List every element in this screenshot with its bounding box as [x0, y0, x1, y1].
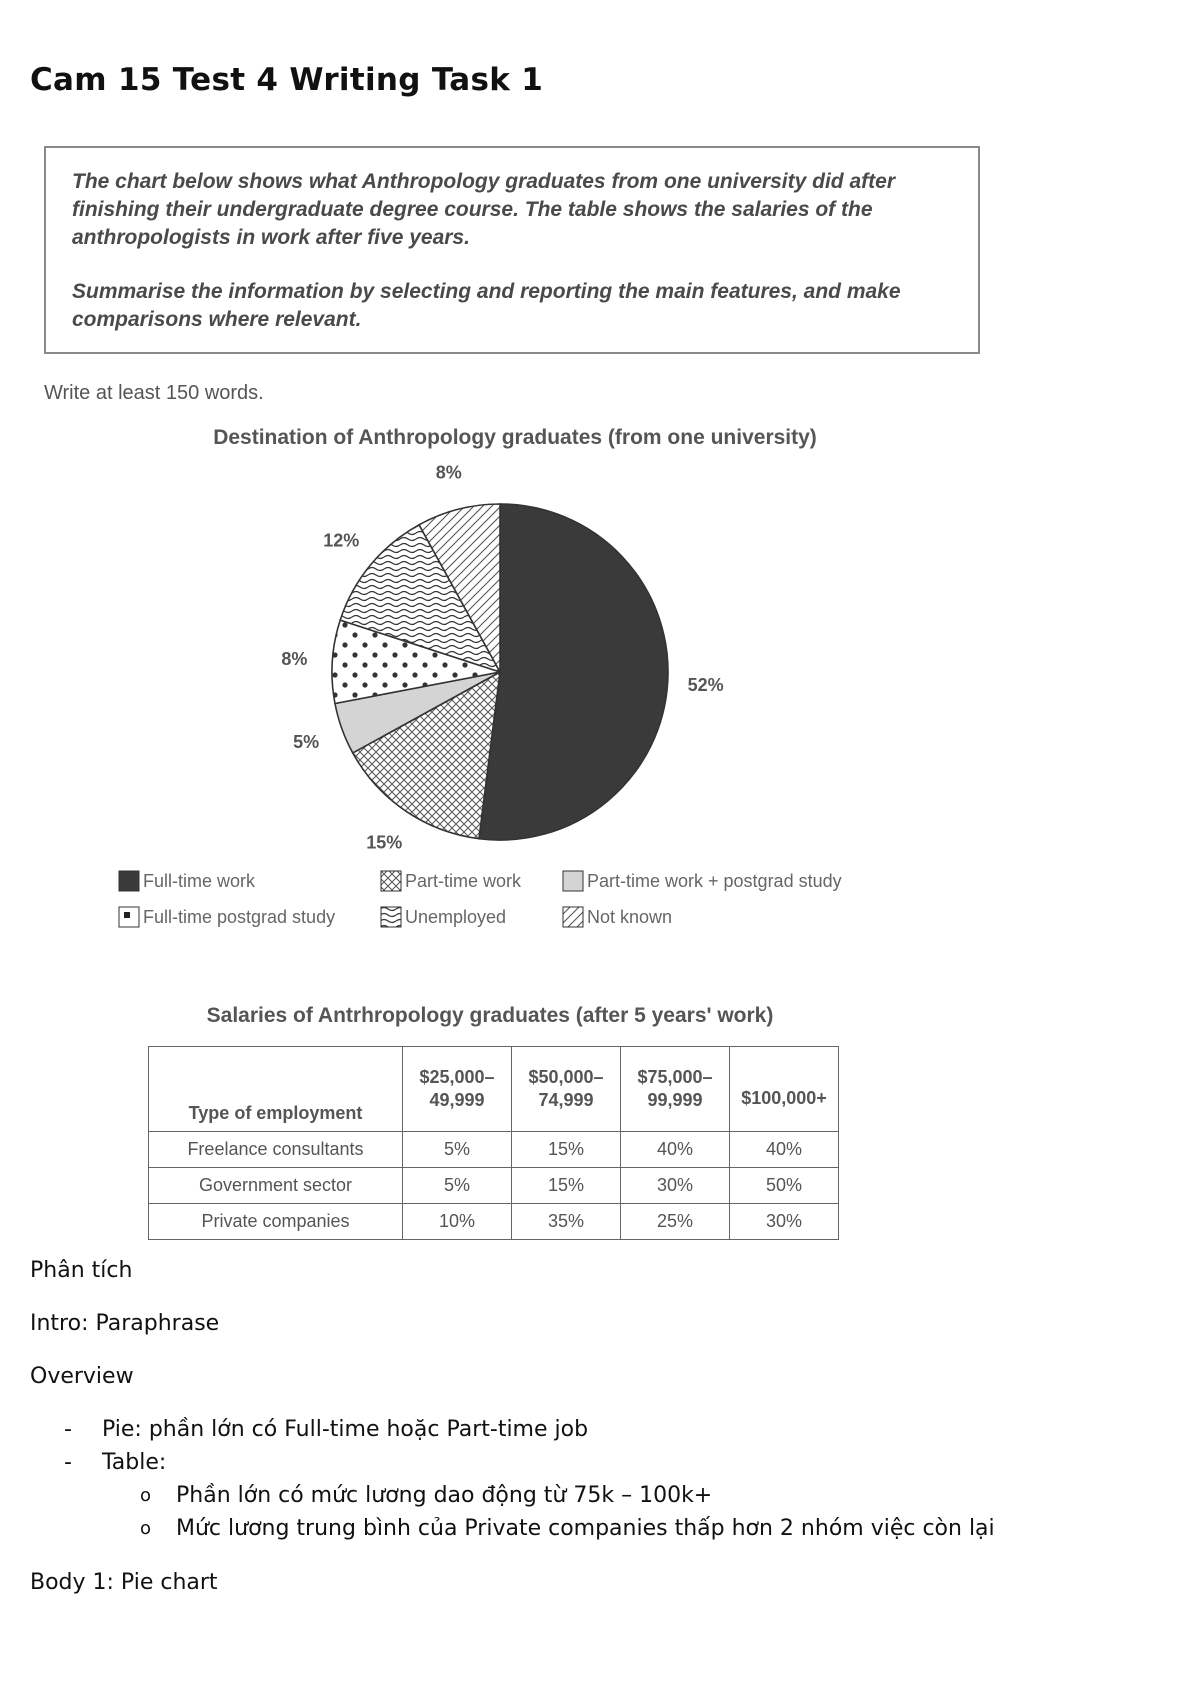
circle-bullet: o: [140, 1485, 152, 1506]
table-header-row: [149, 1047, 839, 1132]
legend-item-unemployed: [380, 906, 506, 928]
legend-label: Part-time work + postgrad study: [587, 870, 842, 891]
salary-table: [148, 1046, 839, 1240]
analysis-heading: Phân tích: [30, 1258, 133, 1283]
task-prompt-box: [44, 146, 980, 354]
header-type-of-employment: Type of employment: [149, 1047, 403, 1132]
header-salary-band: $75,000– 99,999: [621, 1047, 730, 1132]
overview-heading: Overview: [30, 1364, 134, 1389]
pie-label-unemployed: 12%: [323, 530, 360, 551]
table-title: Salaries of Antrhropology graduates (after 5 years' work): [206, 1004, 774, 1027]
pie-label-not-known: 8%: [435, 462, 462, 483]
table-cell: 50%: [730, 1168, 839, 1204]
pie-label-full-time-work: 52%: [687, 674, 724, 695]
legend-label: Not known: [587, 906, 673, 927]
table-cell: 40%: [730, 1132, 839, 1168]
body1-note: Body 1: Pie chart: [30, 1570, 218, 1595]
pie-chart-title: Destination of Anthropology graduates (from one university): [213, 426, 817, 449]
dash-bullet: -: [64, 1417, 72, 1442]
legend-item-part-time-postgrad: [562, 870, 842, 892]
intro-note: Intro: Paraphrase: [30, 1311, 220, 1336]
dash-bullet: -: [64, 1450, 72, 1475]
row-type: Private companies: [149, 1204, 403, 1240]
table-row: [149, 1204, 839, 1240]
row-type: Government sector: [149, 1168, 403, 1204]
legend-swatch-solid-dark: [118, 870, 140, 892]
bullet-text: Pie: phần lớn có Full-time hoặc Part-time job: [102, 1417, 589, 1442]
legend-swatch-wavy: [380, 906, 402, 928]
table-cell: 40%: [621, 1132, 730, 1168]
bullet-text: Table:: [102, 1450, 167, 1475]
prompt-paragraph-2: Summarise the information by selecting and reporting the main features, and make comparisons where relevant.: [72, 280, 901, 331]
table-cell: 10%: [403, 1204, 512, 1240]
circle-bullet: o: [140, 1518, 152, 1539]
table-cell: 15%: [512, 1132, 621, 1168]
word-count-instruction: Write at least 150 words.: [44, 382, 264, 404]
prompt-paragraph-1: The chart below shows what Anthropology graduates from one university did after finishing their undergraduate degree course. The table shows the salaries of the anthropologists in work after five years.: [72, 170, 895, 249]
legend-swatch-solid-light: [562, 870, 584, 892]
table-cell: 30%: [730, 1204, 839, 1240]
legend-swatch-diagonal: [562, 906, 584, 928]
legend-item-part-time-work: [380, 870, 521, 892]
sub-bullet-text: Mức lương trung bình của Private companies thấp hơn 2 nhóm việc còn lại: [176, 1516, 995, 1541]
table-cell: 15%: [512, 1168, 621, 1204]
legend-swatch-crosshatch: [380, 870, 402, 892]
legend-item-full-time-work: [118, 870, 255, 892]
legend-label: Unemployed: [405, 906, 507, 927]
header-salary-band: $100,000+: [730, 1047, 839, 1132]
table-row: [149, 1168, 839, 1204]
page-title: Cam 15 Test 4 Writing Task 1: [30, 62, 544, 98]
table-cell: 30%: [621, 1168, 730, 1204]
sub-bullet-text: Phần lớn có mức lương dao động từ 75k – 100k+: [176, 1483, 713, 1508]
legend-swatch-dots: [118, 906, 140, 928]
legend-label: Part-time work: [405, 870, 522, 891]
pie-slice-full-time-work: [479, 504, 668, 840]
pie-label-full-time-postgrad-study: 8%: [281, 649, 308, 670]
legend-item-full-time-postgrad: [118, 906, 335, 928]
legend-item-not-known: [562, 906, 672, 928]
row-type: Freelance consultants: [149, 1132, 403, 1168]
header-salary-band: $25,000– 49,999: [403, 1047, 512, 1132]
pie-chart: [0, 440, 1100, 860]
table-cell: 5%: [403, 1132, 512, 1168]
table-cell: 5%: [403, 1168, 512, 1204]
table-row: [149, 1132, 839, 1168]
legend-label: Full-time postgrad study: [143, 906, 336, 927]
table-cell: 35%: [512, 1204, 621, 1240]
pie-label-part-time-work-postgrad-study: 5%: [293, 731, 320, 752]
pie-label-part-time-work: 15%: [366, 832, 403, 853]
header-salary-band: $50,000– 74,999: [512, 1047, 621, 1132]
legend-label: Full-time work: [143, 870, 256, 891]
table-cell: 25%: [621, 1204, 730, 1240]
